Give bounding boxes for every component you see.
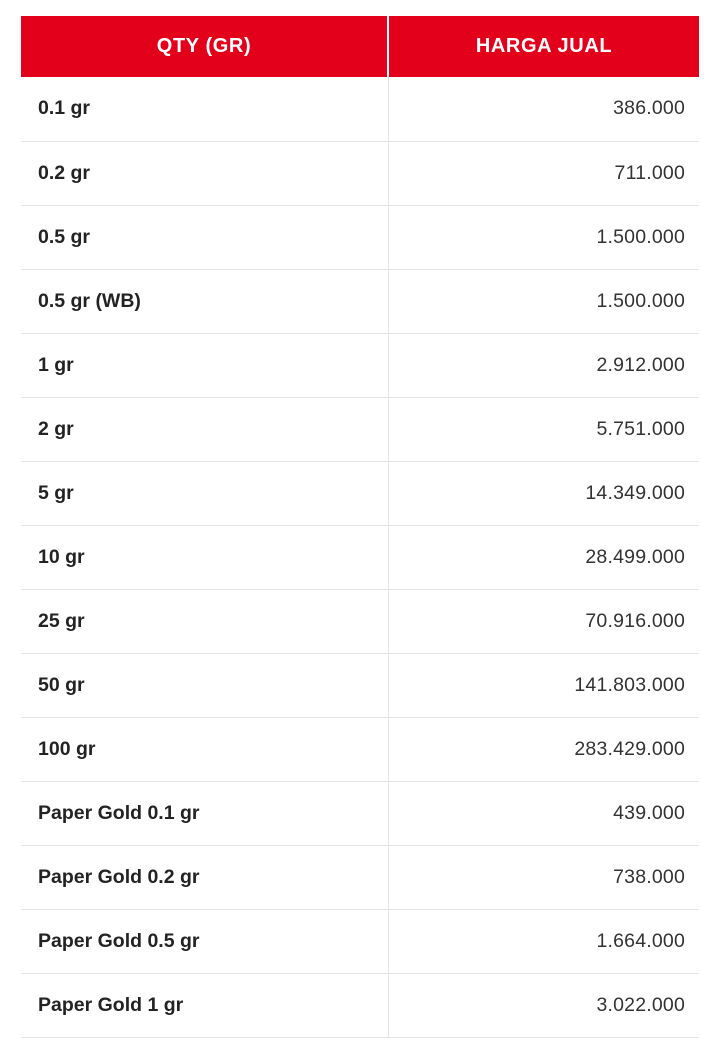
cell-qty: 10 gr	[21, 525, 388, 589]
table-row	[21, 845, 699, 909]
cell-qty: 50 gr	[21, 653, 388, 717]
table-row	[21, 461, 699, 525]
table-row	[21, 653, 699, 717]
cell-qty: 25 gr	[21, 589, 388, 653]
cell-qty: 0.5 gr	[21, 205, 388, 269]
table-row	[21, 909, 699, 973]
cell-price: 141.803.000	[388, 653, 699, 717]
table-body	[21, 77, 699, 1037]
cell-qty: 0.5 gr (WB)	[21, 269, 388, 333]
cell-price: 711.000	[388, 141, 699, 205]
cell-qty: 2 gr	[21, 397, 388, 461]
cell-qty: Paper Gold 0.2 gr	[21, 845, 388, 909]
cell-price: 1.500.000	[388, 205, 699, 269]
cell-qty: Paper Gold 0.5 gr	[21, 909, 388, 973]
cell-qty: Paper Gold 1 gr	[21, 973, 388, 1037]
cell-price: 5.751.000	[388, 397, 699, 461]
cell-price: 738.000	[388, 845, 699, 909]
cell-price: 70.916.000	[388, 589, 699, 653]
cell-price: 2.912.000	[388, 333, 699, 397]
cell-qty: 0.2 gr	[21, 141, 388, 205]
cell-price: 386.000	[388, 77, 699, 141]
table-row	[21, 717, 699, 781]
table-row	[21, 205, 699, 269]
cell-price: 439.000	[388, 781, 699, 845]
cell-price: 14.349.000	[388, 461, 699, 525]
table-row	[21, 525, 699, 589]
cell-qty: 0.1 gr	[21, 77, 388, 141]
table-row	[21, 397, 699, 461]
cell-qty: 5 gr	[21, 461, 388, 525]
table-row	[21, 781, 699, 845]
cell-price: 1.500.000	[388, 269, 699, 333]
cell-price: 28.499.000	[388, 525, 699, 589]
cell-qty: Paper Gold 0.1 gr	[21, 781, 388, 845]
table-row	[21, 973, 699, 1037]
cell-price: 283.429.000	[388, 717, 699, 781]
table-header	[21, 16, 699, 77]
table-row	[21, 141, 699, 205]
cell-price: 3.022.000	[388, 973, 699, 1037]
gold-price-table	[21, 16, 699, 1038]
cell-qty: 1 gr	[21, 333, 388, 397]
table-row	[21, 589, 699, 653]
table-row	[21, 269, 699, 333]
column-header-qty: QTY (GR)	[21, 16, 388, 77]
cell-price: 1.664.000	[388, 909, 699, 973]
column-header-price: HARGA JUAL	[388, 16, 699, 77]
table-header-row	[21, 16, 699, 77]
cell-qty: 100 gr	[21, 717, 388, 781]
table-row	[21, 77, 699, 141]
table-row	[21, 333, 699, 397]
